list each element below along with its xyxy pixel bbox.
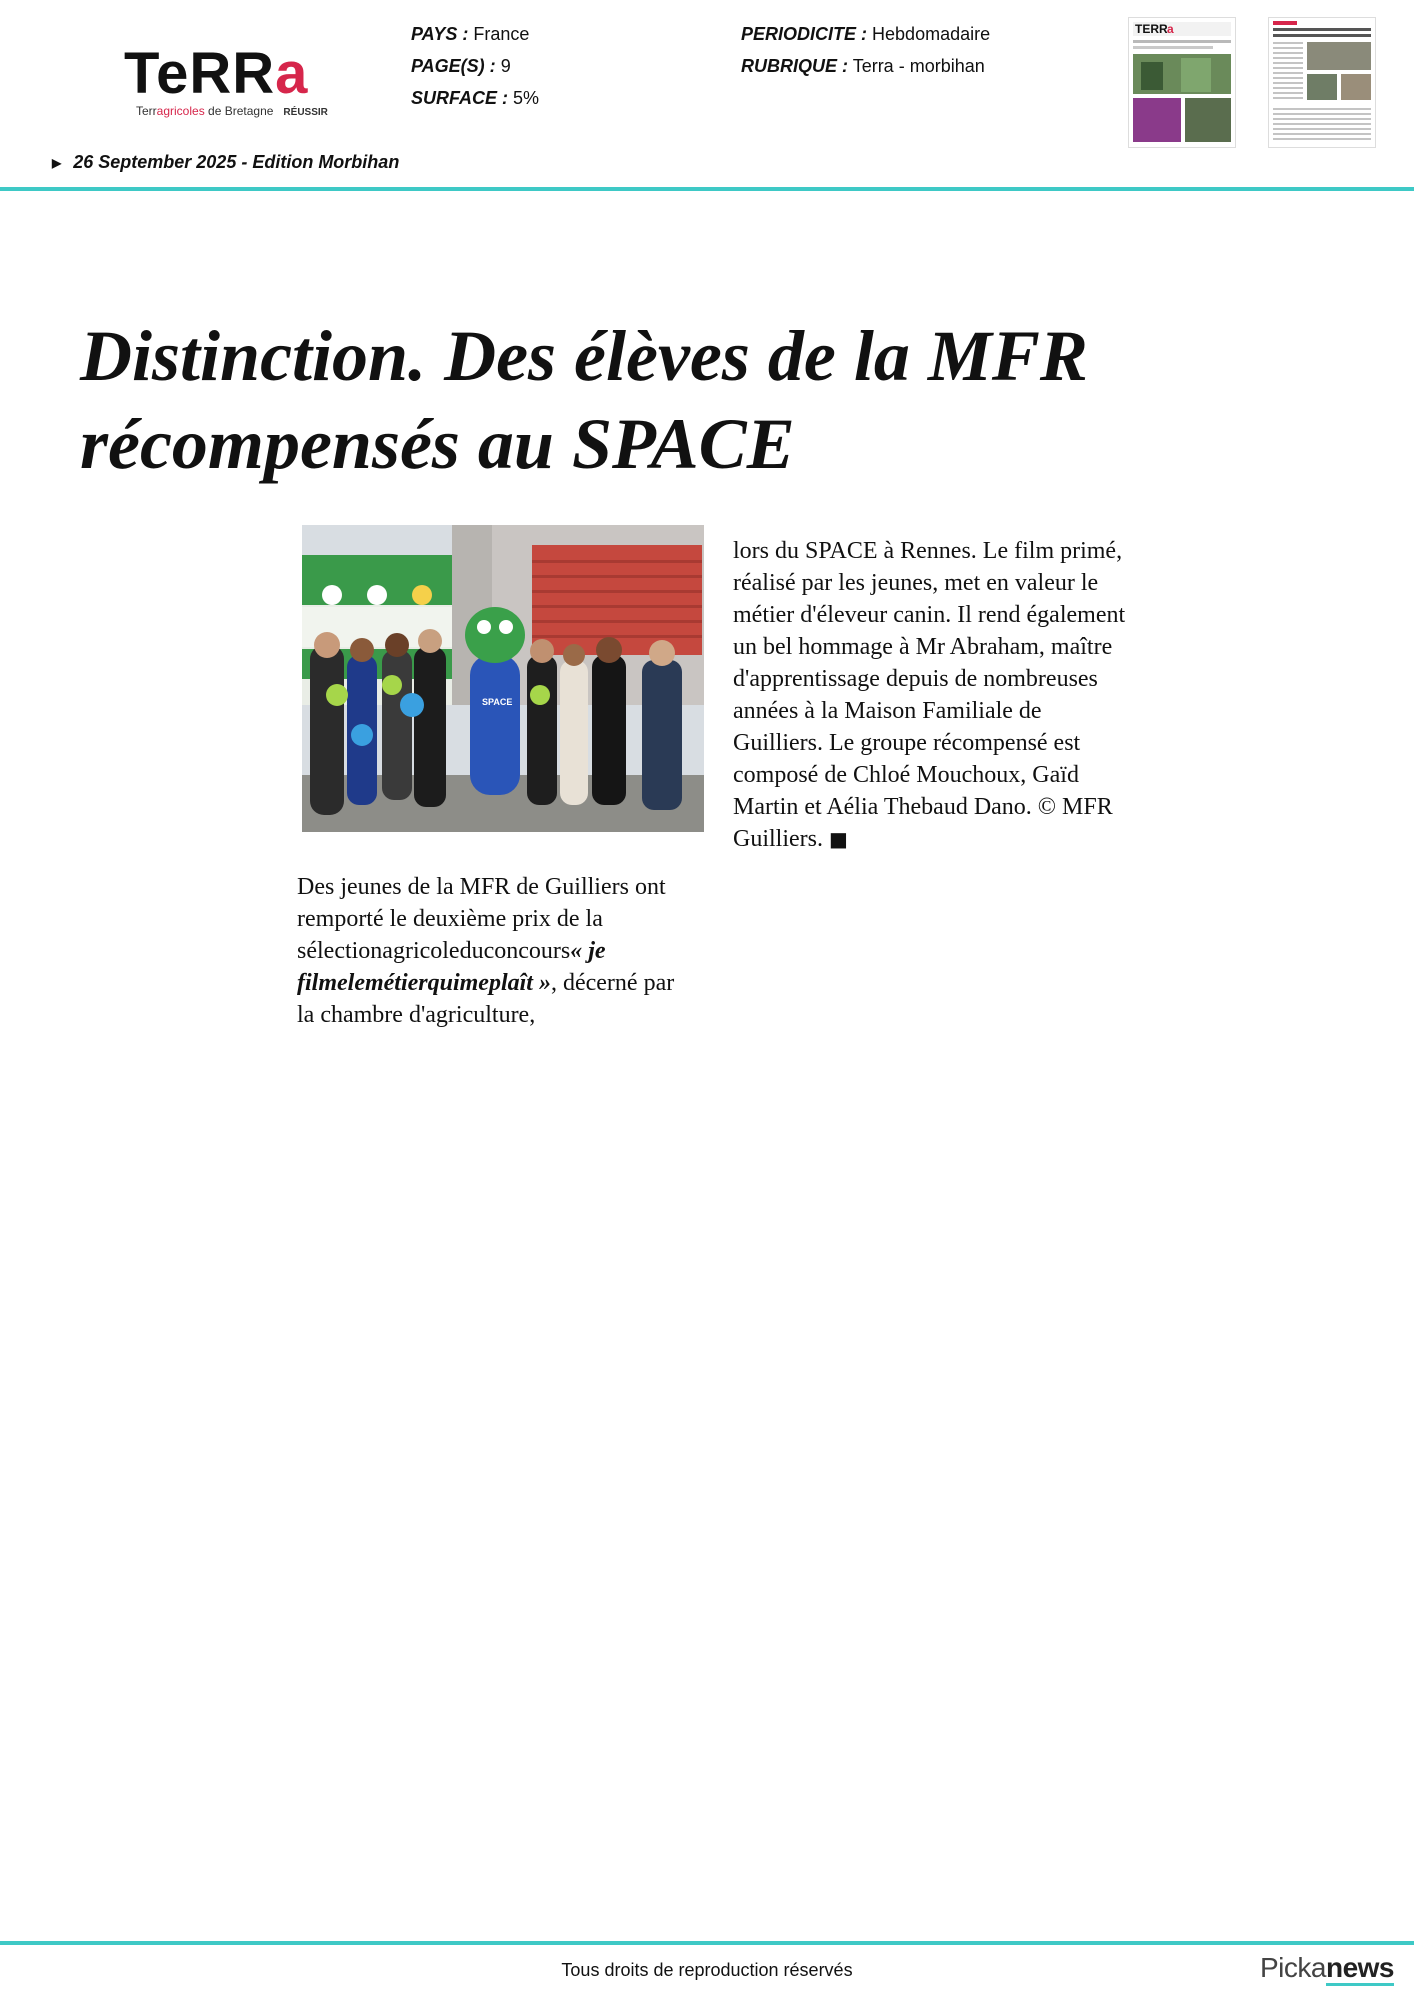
page-thumbnail-article[interactable] <box>1268 17 1376 148</box>
publication-logo <box>124 41 328 122</box>
meta-left <box>411 18 539 114</box>
meta-periodicity: PERIODICITE : Hebdomadaire <box>741 24 991 44</box>
article-title <box>80 312 1280 488</box>
logo-subtitle: Terragricoles de Bretagne RÉUSSIR <box>136 104 328 118</box>
title-line-1: Distinction. Des élèves de la MFR <box>80 316 1088 396</box>
group-photo-image <box>302 525 704 832</box>
copyright-notice: Tous droits de reproduction réservés <box>561 1960 853 1980</box>
meta-section: RUBRIQUE : Terra - morbihan <box>741 56 985 76</box>
contest-name: « je filmelemétierquimeplaît » <box>297 938 606 996</box>
svg-text:a: a <box>1167 22 1174 36</box>
header-divider <box>0 187 1414 191</box>
edition-date: ▶ 26 September 2025 - Edition Morbihan <box>52 152 400 172</box>
article-column-left <box>297 871 697 1031</box>
end-of-article-icon: ■ <box>829 827 848 851</box>
article-column-right <box>733 535 1133 855</box>
meta-surface: SURFACE : 5% <box>411 88 540 108</box>
cover-thumbnail-image <box>1129 18 1235 147</box>
meta-pages: PAGE(S) : 9 <box>411 56 511 76</box>
title-line-2: récompensés au SPACE <box>80 404 795 484</box>
meta-country: PAYS : France <box>411 24 530 44</box>
article-paragraph-1: Des jeunes de la MFR de Guilliers ont remporté le deuxième prix de la sélectionagricoleduconcours« je filmelemétierquimeplaît », décerné par la chambre d'agriculture, <box>297 874 675 1028</box>
article-photo <box>302 525 704 832</box>
article-paragraph-2: lors du SPACE à Rennes. Le film primé, réalisé par les jeunes, met en valeur le métier d'éleveur canin. Il rend également un bel hommage à Mr Abraham, maître d'apprentissage depuis de nombreuses années à la Maison Familiale de Guilliers. Le groupe récompensé est composé de Chloé Mouchoux, Gaïd Martin et Aélia Thebaud Dano. © MFR Guilliers. ■ <box>733 538 1126 852</box>
pickanews-logo: Pickanews <box>1260 1952 1394 1984</box>
svg-text:SPACE: SPACE <box>482 697 513 707</box>
footer-divider <box>0 1941 1414 1945</box>
svg-text:TERR: TERR <box>1135 22 1168 36</box>
page-thumbnail-cover[interactable] <box>1128 17 1236 148</box>
article-thumbnail-image <box>1269 18 1375 147</box>
meta-right <box>741 18 990 82</box>
logo-wordmark: TeRRa <box>124 41 309 106</box>
triangle-bullet-icon: ▶ <box>52 156 62 170</box>
